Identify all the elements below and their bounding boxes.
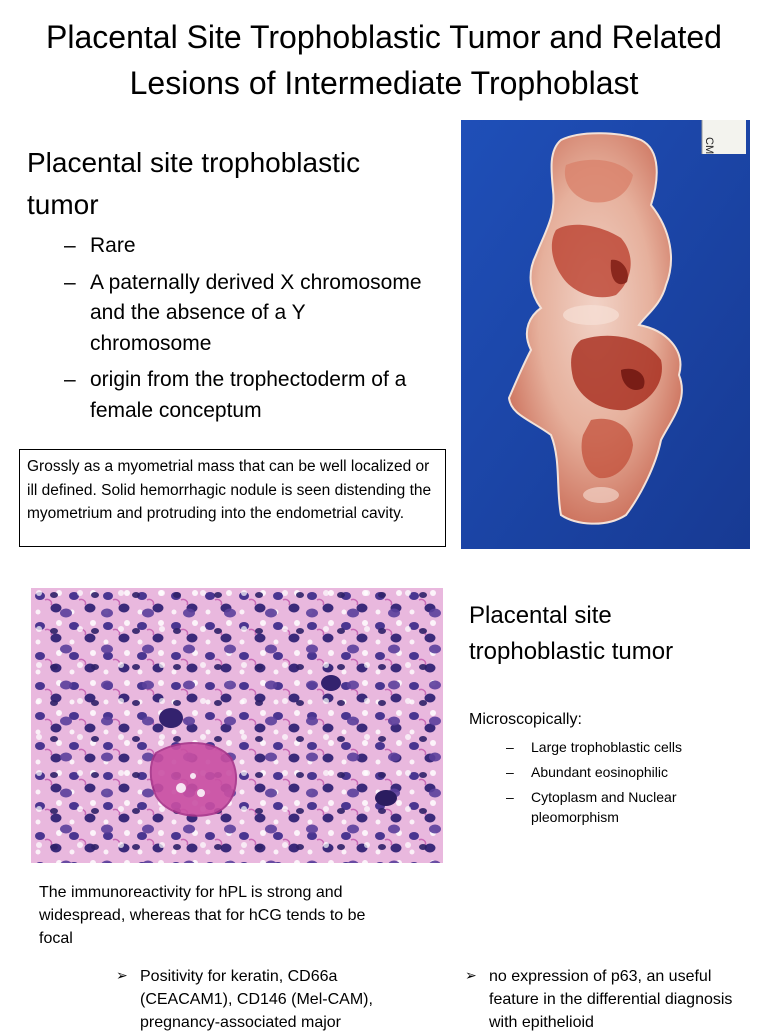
section2-heading: [469, 598, 749, 670]
histology-micrograph: [31, 588, 443, 863]
immunoreactivity-text: The immunoreactivity for hPL is strong and widespread, whereas that for hCG tends to be focal: [39, 884, 366, 947]
list-item: – Abundant eosinophilic: [506, 762, 736, 782]
specimen-photo: [461, 120, 750, 549]
list-item: – Large trophoblastic cells: [506, 737, 736, 757]
gross-description-box: Grossly as a myometrial mass that can be well localized or ill defined. Solid hemorrhagic nodule is seen distending the myometrium and protruding into the endometrial cavity.: [19, 449, 446, 547]
ruler-label: CM: [703, 137, 715, 155]
list-item: – origin from the trophectoderm of a female conceptum: [64, 365, 424, 426]
section1-heading: [27, 142, 447, 226]
section2-list: [506, 737, 736, 832]
list-item: – Cytoplasm and Nuclear pleomorphism: [506, 787, 736, 827]
section1-list: [64, 231, 424, 432]
section1-heading-line-2: tumor: [27, 189, 99, 220]
page-title: [0, 14, 768, 106]
list-item: ➢ no expression of p63, an useful feature in the differential diagnosis with epithelioid: [465, 965, 755, 1034]
microscopic-label: Microscopically:: [469, 711, 582, 728]
list-item: – A paternally derived X chromosome and the absence of a Y chromosome: [64, 268, 424, 360]
section2-heading-line-1: Placental site: [469, 602, 612, 629]
section1-heading-line-1: Placental site trophoblastic: [27, 147, 361, 178]
list-item: ➢ Positivity for keratin, CD66a (CEACAM1), CD146 (Mel-CAM), pregnancy-associated major: [116, 965, 416, 1034]
title-line-1: Placental Site Trophoblastic Tumor and Related: [46, 19, 722, 55]
section2-heading-line-2: trophoblastic tumor: [469, 638, 674, 665]
title-line-2: Lesions of Intermediate Trophoblast: [129, 65, 639, 101]
list-item: – Rare: [64, 231, 424, 262]
